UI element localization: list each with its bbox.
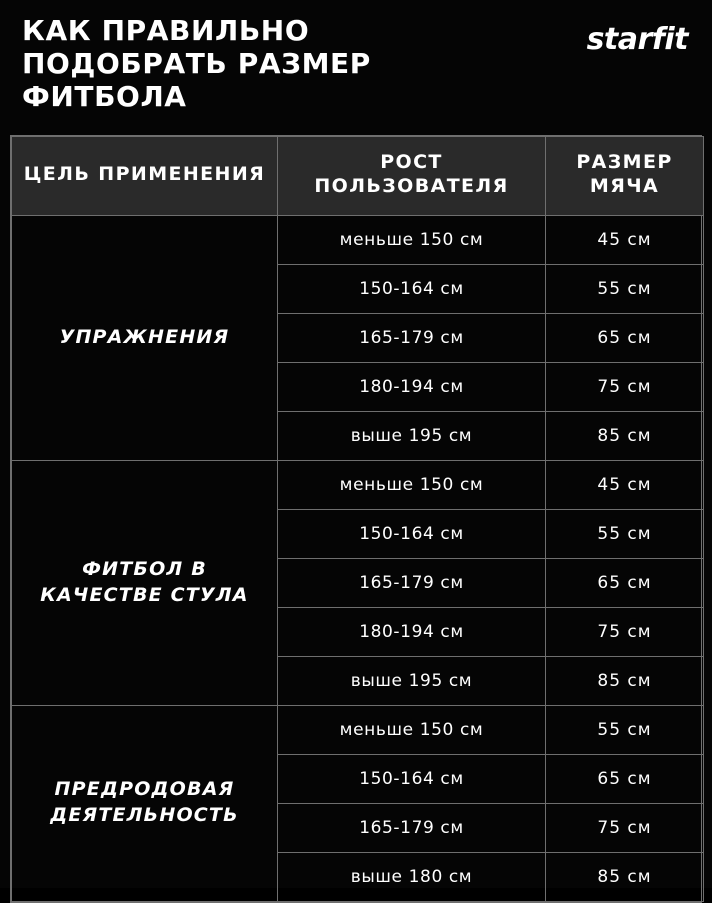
height-cell: 165-179 см	[278, 558, 546, 607]
column-header-height: РОСТ ПОЛЬЗОВАТЕЛЯ	[278, 137, 546, 216]
ball-size-cell: 75 см	[546, 362, 704, 411]
height-cell: 150-164 см	[278, 754, 546, 803]
column-header-purpose: ЦЕЛЬ ПРИМЕНЕНИЯ	[12, 137, 278, 216]
height-cell: выше 195 см	[278, 411, 546, 460]
table-row	[12, 705, 704, 754]
table-row	[12, 460, 704, 509]
page-header	[0, 0, 712, 113]
height-cell: 165-179 см	[278, 313, 546, 362]
ball-size-cell: 75 см	[546, 607, 704, 656]
ball-size-cell: 55 см	[546, 509, 704, 558]
table-header	[12, 137, 704, 216]
height-cell: 165-179 см	[278, 803, 546, 852]
ball-size-cell: 55 см	[546, 264, 704, 313]
fitball-size-table-container	[10, 135, 702, 903]
brand-logo: starfit	[586, 22, 688, 57]
ball-size-cell: 65 см	[546, 754, 704, 803]
height-cell: выше 180 см	[278, 852, 546, 901]
ball-size-cell: 45 см	[546, 460, 704, 509]
height-cell: меньше 150 см	[278, 215, 546, 264]
height-cell: меньше 150 см	[278, 460, 546, 509]
ball-size-cell: 85 см	[546, 656, 704, 705]
fitball-size-table	[11, 136, 704, 902]
purpose-cell: ПРЕДРОДОВАЯ ДЕЯТЕЛЬНОСТЬ	[12, 705, 278, 901]
page-title: КАК ПРАВИЛЬНО ПОДОБРАТЬ РАЗМЕР ФИТБОЛА	[22, 14, 371, 114]
ball-size-cell: 85 см	[546, 852, 704, 901]
purpose-cell: ФИТБОЛ В КАЧЕСТВЕ СТУЛА	[12, 460, 278, 705]
height-cell: меньше 150 см	[278, 705, 546, 754]
height-cell: 180-194 см	[278, 362, 546, 411]
height-cell: 150-164 см	[278, 509, 546, 558]
ball-size-cell: 45 см	[546, 215, 704, 264]
height-cell: 150-164 см	[278, 264, 546, 313]
ball-size-cell: 55 см	[546, 705, 704, 754]
table-header-row	[12, 137, 704, 216]
column-header-ball-size: РАЗМЕР МЯЧА	[546, 137, 704, 216]
height-cell: выше 195 см	[278, 656, 546, 705]
purpose-cell: УПРАЖНЕНИЯ	[12, 215, 278, 460]
table-row	[12, 215, 704, 264]
table-body	[12, 215, 704, 901]
ball-size-cell: 75 см	[546, 803, 704, 852]
ball-size-cell: 65 см	[546, 313, 704, 362]
height-cell: 180-194 см	[278, 607, 546, 656]
ball-size-cell: 85 см	[546, 411, 704, 460]
ball-size-cell: 65 см	[546, 558, 704, 607]
